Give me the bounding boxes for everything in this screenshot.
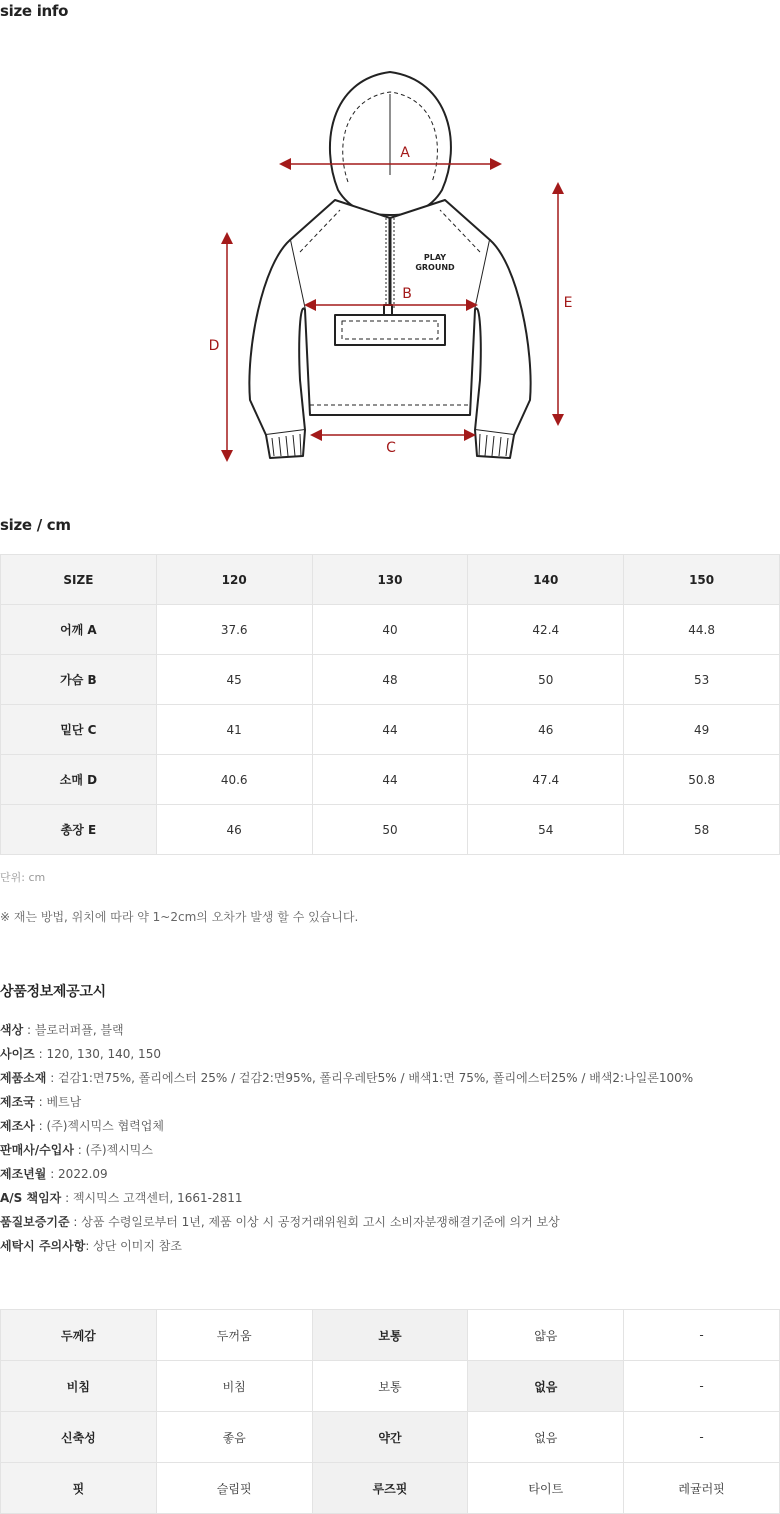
size-cm-title: size / cm	[0, 516, 71, 534]
info-key: 세탁시 주의사항	[0, 1239, 86, 1253]
info-row	[0, 1116, 693, 1140]
info-value: : 상품 수령일로부터 1년, 제품 이상 시 공정거래위원회 고시 소비자분쟁해결기준에 의거 보상	[69, 1215, 560, 1229]
fabric-option: -	[624, 1412, 780, 1463]
size-table-header-cell: 120	[156, 555, 312, 605]
fabric-option: 얇음	[468, 1310, 624, 1361]
size-row-label: 총장 E	[1, 805, 157, 855]
size-value-cell: 48	[312, 655, 468, 705]
info-value: : 블로러퍼플, 블랙	[23, 1023, 124, 1037]
size-row-label: 밑단 C	[1, 705, 157, 755]
info-key: 색상	[0, 1023, 24, 1037]
size-table-header-cell: SIZE	[1, 555, 157, 605]
info-row	[0, 1188, 693, 1212]
product-notice-title: 상품정보제공고시	[0, 984, 106, 1000]
size-diagram	[0, 60, 780, 480]
tolerance-note: ※ 재는 방법, 위치에 따라 약 1~2cm의 오차가 발생 할 수 있습니다.	[0, 910, 359, 924]
fabric-row-label: 비침	[1, 1361, 157, 1412]
info-row	[0, 1092, 693, 1116]
size-value-cell: 49	[624, 705, 780, 755]
info-value: : 베트남	[34, 1095, 82, 1109]
size-value-cell: 50.8	[624, 755, 780, 805]
size-value-cell: 50	[312, 805, 468, 855]
size-value-cell: 53	[624, 655, 780, 705]
info-row	[0, 1236, 693, 1260]
info-value: : 젝시믹스 고객센터, 1661-2811	[61, 1191, 243, 1205]
info-row	[0, 1140, 693, 1164]
fabric-row-label: 핏	[1, 1463, 157, 1514]
info-value: : (주)젝시믹스 협력업체	[34, 1119, 164, 1133]
info-row	[0, 1020, 693, 1044]
unit-note: 단위: cm	[0, 871, 46, 884]
size-row-label: 소매 D	[1, 755, 157, 805]
size-value-cell: 54	[468, 805, 624, 855]
size-value-cell: 46	[156, 805, 312, 855]
size-table-header-row	[1, 555, 780, 605]
size-value-cell: 45	[156, 655, 312, 705]
info-key: 제조년월	[0, 1167, 47, 1181]
table-row	[1, 1463, 780, 1514]
info-key: 제품소재	[0, 1071, 47, 1085]
chest-print-line1: PLAY	[423, 253, 447, 262]
fabric-option: 타이트	[468, 1463, 624, 1514]
fabric-option: 보통	[312, 1361, 468, 1412]
table-row	[1, 755, 780, 805]
size-table-header-cell: 140	[468, 555, 624, 605]
hoodie-drawing	[249, 72, 530, 458]
info-value: : (주)젝시믹스	[73, 1143, 153, 1157]
size-table-header-cell: 130	[312, 555, 468, 605]
fabric-option-selected: 루즈핏	[312, 1463, 468, 1514]
table-row	[1, 805, 780, 855]
fabric-option: 좋음	[156, 1412, 312, 1463]
size-value-cell: 50	[468, 655, 624, 705]
label-b: B	[402, 286, 412, 302]
info-key: 품질보증기준	[0, 1215, 70, 1229]
label-d: D	[208, 338, 220, 354]
info-key: A/S 책임자	[0, 1191, 62, 1205]
size-value-cell: 42.4	[468, 605, 624, 655]
info-row	[0, 1044, 693, 1068]
fabric-option: -	[624, 1310, 780, 1361]
product-info-list	[0, 1020, 693, 1260]
fabric-option: 슬림핏	[156, 1463, 312, 1514]
fabric-row-label: 신축성	[1, 1412, 157, 1463]
size-value-cell: 44.8	[624, 605, 780, 655]
size-value-cell: 58	[624, 805, 780, 855]
info-row	[0, 1212, 693, 1236]
fabric-row-label: 두께감	[1, 1310, 157, 1361]
fabric-option-selected: 약간	[312, 1412, 468, 1463]
table-row	[1, 655, 780, 705]
size-value-cell: 44	[312, 755, 468, 805]
label-e: E	[563, 295, 573, 311]
size-info-title: size info	[0, 2, 69, 20]
size-value-cell: 40.6	[156, 755, 312, 805]
fabric-option: 없음	[468, 1412, 624, 1463]
info-key: 제조국	[0, 1095, 35, 1109]
info-value: : 상단 이미지 참조	[85, 1239, 182, 1253]
size-row-label: 어깨 A	[1, 605, 157, 655]
table-row	[1, 1412, 780, 1463]
size-value-cell: 46	[468, 705, 624, 755]
fabric-feature-table	[0, 1309, 780, 1514]
label-a: A	[400, 145, 410, 161]
info-key: 판매사/수입사	[0, 1143, 74, 1157]
info-value: : 120, 130, 140, 150	[34, 1047, 161, 1061]
size-value-cell: 40	[312, 605, 468, 655]
fabric-option: 두꺼움	[156, 1310, 312, 1361]
table-row	[1, 705, 780, 755]
fabric-option: 비침	[156, 1361, 312, 1412]
size-table	[0, 554, 780, 855]
info-key: 사이즈	[0, 1047, 35, 1061]
fabric-option-selected: 없음	[468, 1361, 624, 1412]
table-row	[1, 605, 780, 655]
label-c: C	[386, 440, 396, 456]
info-row	[0, 1164, 693, 1188]
fabric-option-selected: 보통	[312, 1310, 468, 1361]
chest-print-line2: GROUND	[415, 263, 455, 272]
size-value-cell: 37.6	[156, 605, 312, 655]
info-value: : 2022.09	[46, 1167, 108, 1181]
fabric-option: 레귤러핏	[624, 1463, 780, 1514]
table-row	[1, 1361, 780, 1412]
info-value: : 겉감1:면75%, 폴리에스터 25% / 겉감2:면95%, 폴리우레탄5% / 배색1:면 75%, 폴리에스터25% / 배색2:나일론100%	[46, 1071, 694, 1085]
table-row	[1, 1310, 780, 1361]
info-row	[0, 1068, 693, 1092]
size-value-cell: 41	[156, 705, 312, 755]
size-value-cell: 44	[312, 705, 468, 755]
info-key: 제조사	[0, 1119, 35, 1133]
size-value-cell: 47.4	[468, 755, 624, 805]
fabric-option: -	[624, 1361, 780, 1412]
size-row-label: 가슴 B	[1, 655, 157, 705]
size-table-header-cell: 150	[624, 555, 780, 605]
